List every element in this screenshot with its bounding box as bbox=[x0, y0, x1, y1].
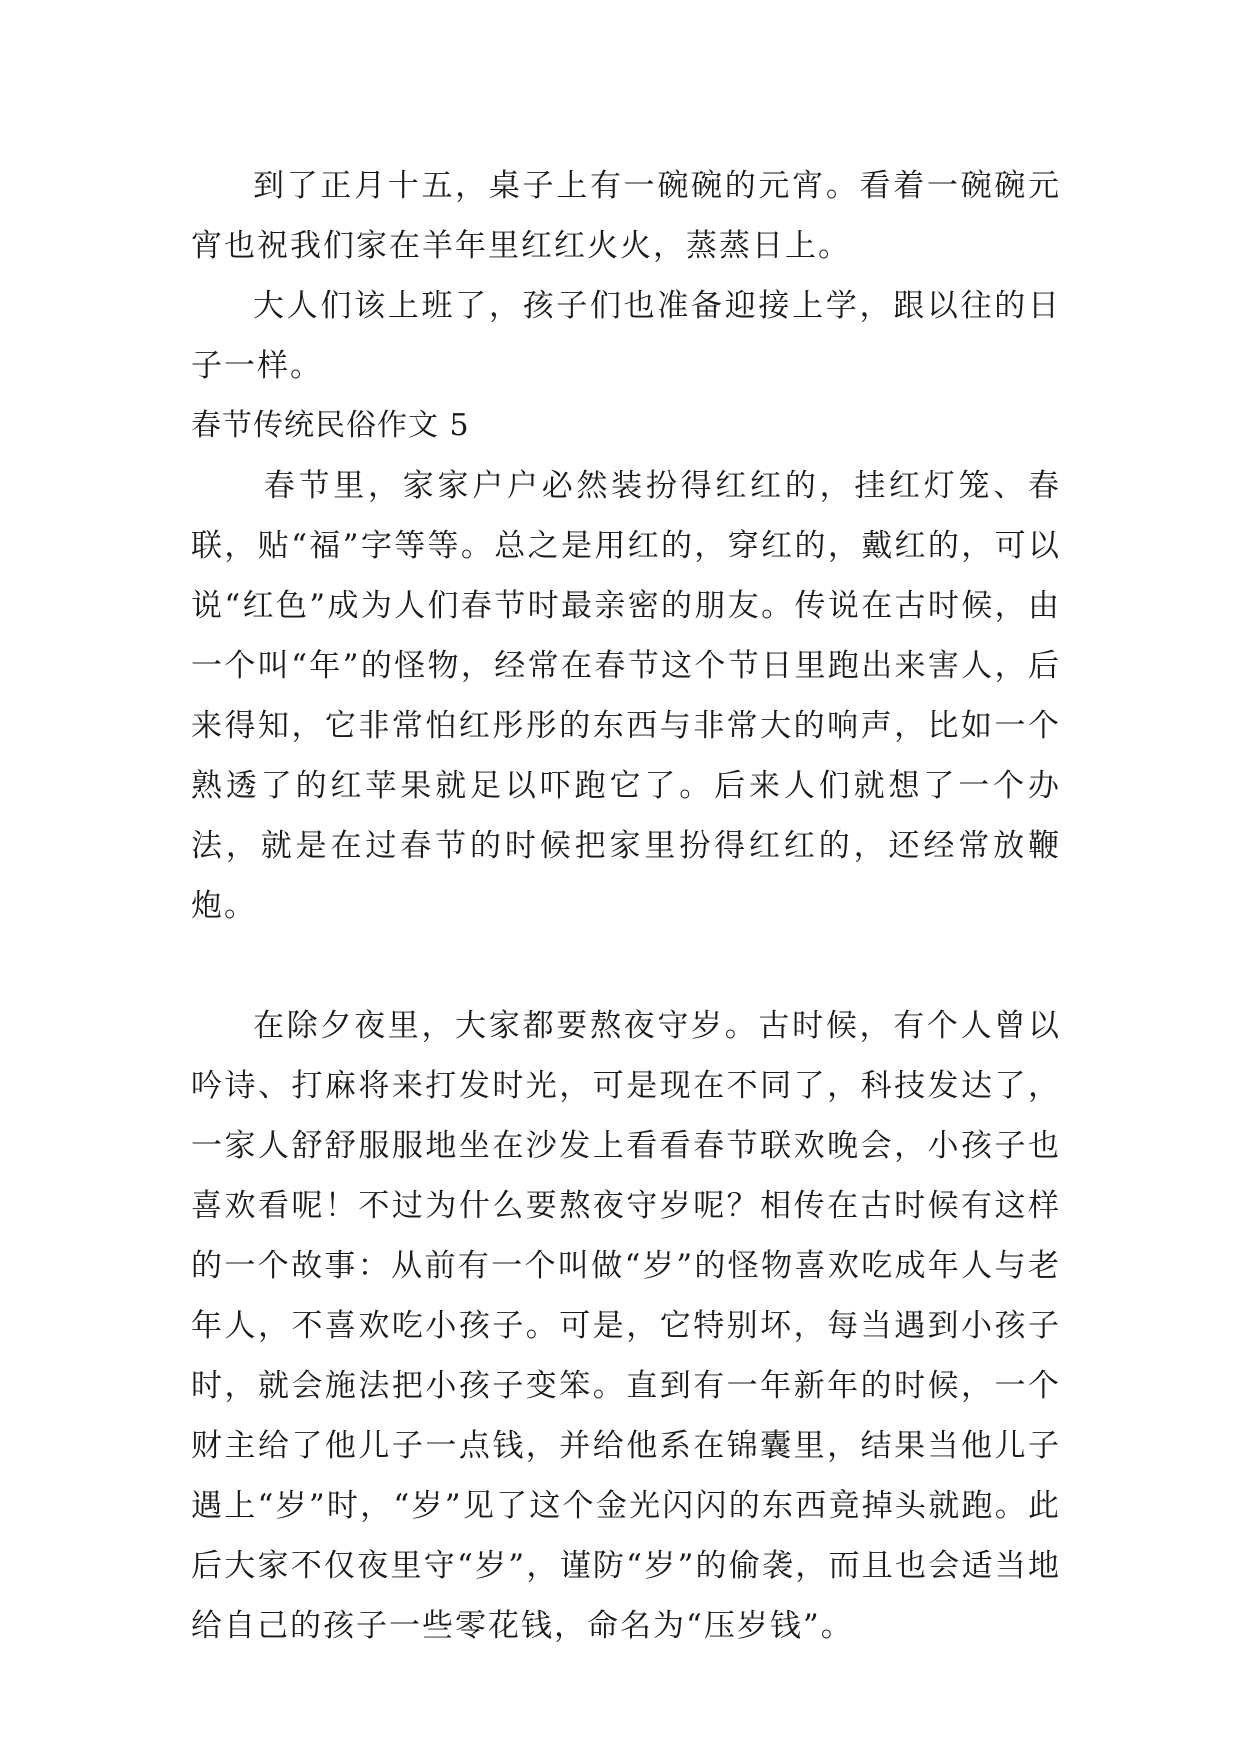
essay-heading: 春节传统民俗作文 5 bbox=[191, 408, 470, 443]
paragraph-red-decorations: 春节里，家家户户必然装扮得红红的，挂红灯笼、春联，贴“福”字等等。总之是用红的，穿红的，戴红的，可以说“红色”成为人们春节时最亲密的朋友。传说在古时候，由一个叫“年”的怪物，经常在春节这个节日里跑出来害人，后来得知，它非常怕红彤彤的东西与非常大的响声，比如一个熟透了的红苹果就足以吓跑它了。后来人们就想了一个办法，就是在过春节的时候把家里扮得红红的，还经常放鞭炮。 bbox=[191, 468, 1061, 924]
paragraph-new-years-eve: 在除夕夜里，大家都要熬夜守岁。古时候，有个人曾以吟诗、打麻将来打发时光，可是现在不同了，科技发达了，一家人舒舒服服地坐在沙发上看看春节联欢晚会，小孩子也喜欢看呢！不过为什么要熬夜守岁呢？相传在古时候有这样的一个故事：从前有一个叫做“岁”的怪物喜欢吃成年人与老年人，不喜欢吃小孩子。可是，它特别坏，每当遇到小孩子时，就会施法把小孩子变笨。直到有一年新年的时候，一个财主给了他儿子一点钱，并给他系在锦囊里，结果当他儿子遇上“岁”时，“岁”见了这个金光闪闪的东西竟掉头就跑。此后大家不仅夜里守“岁”，谨防“岁”的偷袭，而且也会适当地给自己的孩子一些零花钱，命名为“压岁钱”。 bbox=[191, 1008, 1061, 1644]
document-body bbox=[191, 156, 1061, 1656]
paragraph-lantern-festival: 到了正月十五，桌子上有一碗碗的元宵。看着一碗碗元宵也祝我们家在羊年里红红火火，蒸蒸日上。 bbox=[191, 168, 1061, 264]
paragraph-back-to-work: 大人们该上班了，孩子们也准备迎接上学，跟以往的日子一样。 bbox=[191, 288, 1061, 384]
paragraph-spacer bbox=[191, 936, 1061, 996]
